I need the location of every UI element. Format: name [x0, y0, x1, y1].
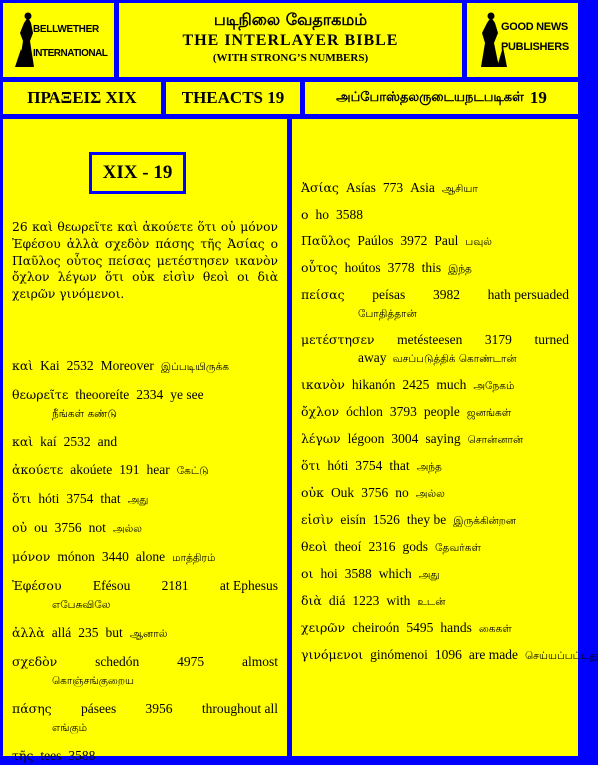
word-entry: [12, 548, 278, 567]
tamil-gloss: இந்த: [448, 263, 472, 275]
word-entry-row: [301, 484, 569, 503]
greek-word: οι: [301, 566, 314, 581]
english-gloss: turned: [534, 332, 569, 347]
good-news-logo-icon: [473, 11, 571, 69]
good-news-line2: PUBLISHERS: [501, 41, 569, 53]
bellwether-line1: BELLWETHER: [33, 24, 99, 35]
transliteration: cheiroón: [352, 620, 400, 635]
transliteration: akoúete: [70, 462, 113, 477]
book-title-tamil: [305, 82, 578, 114]
book-title-tamil-panel: [305, 82, 578, 114]
word-entry-row: [12, 490, 278, 509]
left-column: [3, 119, 287, 763]
word-entry-row: [12, 548, 278, 567]
strong-number: 3179: [484, 332, 512, 347]
transliteration: ho: [315, 207, 330, 222]
word-entry: [301, 206, 569, 224]
tamil-gloss: எபேசுவிலே: [52, 599, 111, 611]
greek-word: λέγων: [301, 431, 341, 446]
word-entry-row: [301, 259, 569, 278]
transliteration: Ouk: [330, 485, 355, 500]
transliteration: diá: [328, 593, 346, 608]
english-gloss: saying: [425, 431, 461, 446]
strong-number: 3982: [432, 287, 460, 302]
good-news-logo-panel: [467, 3, 578, 77]
transliteration: ou: [34, 520, 48, 535]
greek-word: ὅτι: [12, 491, 32, 506]
tamil-gloss: அல்ல: [112, 523, 142, 535]
transliteration: kaí: [40, 434, 57, 449]
word-entry-row: [301, 331, 569, 349]
strong-number: 2425: [402, 377, 430, 392]
strong-number: 3793: [389, 404, 417, 419]
word-entry: [301, 457, 569, 476]
greek-word: σχεδὸν: [12, 654, 58, 669]
transliteration: eisín: [340, 512, 366, 527]
greek-word: θεοὶ: [301, 539, 328, 554]
transliteration: peísas: [372, 287, 406, 302]
word-entry: [12, 700, 278, 737]
word-entry: [12, 357, 278, 376]
greek-word: θεωρεῖτε: [12, 387, 69, 402]
tamil-gloss: கொஞ்சங்குறைய: [52, 675, 135, 687]
transliteration: légoon: [347, 431, 385, 446]
title-english: THE INTERLAYER BIBLE: [182, 32, 399, 49]
strong-number: 4975: [177, 654, 205, 669]
english-gloss: not: [88, 520, 106, 535]
strong-number: 2532: [63, 434, 91, 449]
tamil-gloss: கைகள்: [478, 623, 512, 635]
word-entry: [12, 433, 278, 451]
transliteration: Kai: [40, 358, 60, 373]
tamil-gloss: மாத்திரம்: [172, 552, 216, 564]
english-gloss: Moreover: [100, 358, 154, 373]
transliteration: schedón: [95, 654, 140, 669]
tamil-gloss: வசப்படுத்திக் கொண்டான்: [392, 353, 517, 365]
word-entry-row: [301, 457, 569, 476]
bellwether-logo-panel: [3, 3, 114, 77]
transliteration: Paúlos: [357, 233, 394, 248]
greek-word: μετέστησεν: [301, 332, 375, 347]
transliteration: hóti: [38, 491, 60, 506]
english-gloss: hath persuaded: [487, 287, 569, 302]
greek-word: οὐ: [12, 520, 28, 535]
greek-word: οὗτος: [301, 260, 338, 275]
strong-number: 3440: [101, 549, 129, 564]
word-entry-row: [12, 433, 278, 451]
tamil-gloss: போதித்தான்: [358, 308, 417, 320]
greek-word: ικανὸν: [301, 377, 345, 392]
english-gloss: ye see: [170, 387, 204, 402]
strong-number: 2532: [66, 358, 94, 373]
title-panel: [119, 3, 462, 77]
book-title-tamil-number: 19: [529, 88, 547, 107]
transliteration: ginómenoi: [370, 647, 428, 662]
transliteration: Asías: [345, 180, 376, 195]
english-gloss: Asia: [410, 180, 435, 195]
word-entry: [301, 430, 569, 449]
verse-greek-text: 26 καὶ θεωρεῖτε καὶ ἀκούετε ὅτι οὐ μόνον Ἐφέσου ἀλλὰ σχεδὸν πάσης τῆς Ἀσίας ο Παῦλος οὗτος πείσας μετέστησεν ικανὸν ὄχλον λέγων ὅτι οὐκ εἰσὶν θεοὶ οι διὰ χειρῶν γινόμενοι.: [12, 220, 278, 302]
transliteration: tees: [40, 748, 62, 763]
word-entry-row: [12, 700, 278, 718]
english-gloss: no: [395, 485, 409, 500]
transliteration: Efésou: [92, 578, 131, 593]
greek-word: ἀλλὰ: [12, 625, 45, 640]
tamil-gloss-line: [12, 404, 278, 423]
english-gloss: they be: [406, 512, 447, 527]
word-entry-row: [301, 646, 598, 665]
strong-number: 3588: [68, 748, 96, 763]
word-entry: [12, 490, 278, 509]
tamil-gloss: நீங்கள் கண்டு: [52, 408, 117, 420]
english-gloss: that: [389, 458, 410, 473]
english-gloss: hands: [440, 620, 472, 635]
strong-number: 1096: [434, 647, 462, 662]
tamil-gloss: ஆனால்: [129, 628, 168, 640]
book-title-english-panel: [166, 82, 300, 114]
tamil-gloss: அநேகம்: [473, 380, 515, 392]
word-entry: [301, 538, 569, 557]
greek-word: ὄχλον: [301, 404, 340, 419]
word-entry-row: [301, 179, 569, 198]
word-entry-row: [301, 430, 569, 449]
strong-number: 191: [119, 462, 140, 477]
book-title-english: THEACTS 19: [181, 88, 285, 107]
word-entry-row: [12, 461, 278, 480]
strong-number: 2334: [136, 387, 164, 402]
good-news-line1: GOOD NEWS: [501, 21, 568, 33]
tamil-gloss: ஜனங்கள்: [466, 407, 512, 419]
title-subtitle: (WITH STRONG’S NUMBERS): [212, 52, 369, 64]
greek-word: ὅτι: [301, 458, 321, 473]
tamil-gloss-line: [12, 671, 278, 690]
english-gloss: that: [100, 491, 121, 506]
tamil-gloss: சொன்னான்: [467, 434, 524, 446]
strong-number: 3956: [145, 701, 173, 716]
english-gloss: hear: [146, 462, 170, 477]
word-entry: [12, 577, 278, 614]
word-entry: [12, 747, 278, 765]
right-column: [292, 119, 598, 756]
strong-number: 773: [382, 180, 404, 195]
greek-word: διὰ: [301, 593, 322, 608]
transliteration: mónon: [57, 549, 95, 564]
english-gloss: alone: [135, 549, 166, 564]
tamil-gloss: இருக்கின்றன: [453, 515, 517, 527]
word-entry-row: [301, 538, 569, 557]
book-title-tamil-text: அப்போஸ்தலருடையநடபடிகள்: [336, 90, 524, 105]
word-entry-row: [12, 357, 278, 376]
strong-number: 3588: [344, 566, 372, 581]
left-word-list: [12, 357, 278, 765]
word-entry-row: [12, 653, 278, 671]
bellwether-line2: INTERNATIONAL: [33, 48, 108, 59]
word-entry-row: [12, 577, 278, 595]
word-entry: [301, 179, 569, 198]
greek-word: πείσας: [301, 287, 345, 302]
transliteration: allá: [51, 625, 72, 640]
tamil-gloss: அது: [127, 494, 149, 506]
word-entry-row: [12, 624, 278, 643]
word-entry: [301, 403, 569, 422]
word-entry-row: [301, 511, 569, 530]
greek-word: ἀκούετε: [12, 462, 64, 477]
word-entry: [301, 376, 569, 395]
greek-word: Ἐφέσου: [12, 578, 62, 593]
word-entry: [301, 286, 569, 323]
english-gloss: and: [97, 434, 118, 449]
tamil-gloss: எங்கும்: [52, 722, 88, 734]
english-gloss: at Ephesus: [219, 578, 278, 593]
tamil-gloss: கேட்டு: [176, 465, 209, 477]
word-entry: [12, 386, 278, 423]
strong-number: 2316: [368, 539, 396, 554]
word-entry: [301, 259, 569, 278]
strong-number: 3588: [336, 207, 364, 222]
greek-word: καὶ: [12, 358, 34, 373]
word-entry: [301, 565, 569, 584]
word-entry-row: [301, 286, 569, 304]
greek-word: οὐκ: [301, 485, 324, 500]
transliteration: hóti: [327, 458, 349, 473]
tamil-gloss: இப்படியிருக்க: [160, 361, 230, 373]
transliteration: hoútos: [344, 260, 381, 275]
tamil-gloss: அல்ல: [415, 488, 445, 500]
word-entry: [12, 624, 278, 643]
word-entry: [301, 619, 569, 638]
tamil-gloss: ஆசியா: [441, 183, 478, 195]
english-gloss: throughout all: [201, 701, 278, 716]
word-entry: [301, 232, 569, 251]
english-gloss: are made: [468, 647, 518, 662]
strong-number: 3754: [66, 491, 94, 506]
word-entry: [301, 511, 569, 530]
greek-word: γινόμενοι: [301, 647, 364, 662]
english-gloss: but: [105, 625, 123, 640]
book-title-greek: ΠΡΑΞΕΙΣ XIX: [27, 88, 137, 107]
greek-word: Ἀσίας: [301, 180, 339, 195]
english-gloss-continued: away: [358, 350, 387, 365]
word-entry-row: [12, 519, 278, 538]
chapter-label: XIX - 19: [89, 152, 186, 194]
greek-word: καὶ: [12, 434, 34, 449]
word-entry: [301, 331, 569, 368]
word-entry-row: [301, 592, 569, 611]
word-entry-row: [301, 403, 569, 422]
english-gloss: much: [436, 377, 467, 392]
english-gloss: gods: [402, 539, 428, 554]
greek-word: μόνον: [12, 549, 51, 564]
word-entry: [12, 653, 278, 690]
strong-number: 3756: [54, 520, 82, 535]
tamil-gloss-line: [12, 595, 278, 614]
word-entry-row: [301, 619, 569, 638]
word-entry-row: [301, 565, 569, 584]
english-gloss: with: [386, 593, 411, 608]
right-word-list: [301, 179, 598, 665]
word-entry: [301, 646, 598, 665]
word-entry-row: [12, 747, 278, 765]
tamil-gloss: உடன்: [417, 596, 446, 608]
word-entry: [301, 592, 569, 611]
greek-word: Παῦλος: [301, 233, 351, 248]
greek-word: ο: [301, 207, 309, 222]
transliteration: hoi: [320, 566, 338, 581]
word-entry-row: [301, 232, 569, 251]
transliteration: theooreíte: [75, 387, 130, 402]
word-entry-row: [301, 376, 569, 395]
english-gloss: which: [378, 566, 412, 581]
tamil-gloss: அது: [418, 569, 440, 581]
strong-number: 1223: [352, 593, 380, 608]
greek-word: χειρῶν: [301, 620, 346, 635]
transliteration: óchlon: [346, 404, 383, 419]
strong-number: 3004: [391, 431, 419, 446]
word-entry: [12, 519, 278, 538]
strong-number: 5495: [406, 620, 434, 635]
tamil-gloss: தேவர்கள்: [434, 542, 481, 554]
english-gloss: people: [423, 404, 460, 419]
title-tamil: படிநிலை வேதாகமம்: [213, 10, 368, 29]
strong-number: 3756: [361, 485, 389, 500]
english-gloss: almost: [241, 654, 278, 669]
strong-number: 3778: [387, 260, 415, 275]
book-title-greek-panel: [3, 82, 161, 114]
greek-word: πάσης: [12, 701, 52, 716]
tamil-gloss: செய்யப்பட்டது: [524, 650, 598, 662]
greek-word: εἰσὶν: [301, 512, 334, 527]
english-gloss: Paul: [434, 233, 459, 248]
word-entry: [301, 484, 569, 503]
transliteration: metésteesen: [397, 332, 463, 347]
bellwether-logo-icon: [9, 11, 107, 69]
tamil-gloss-line: [301, 349, 569, 368]
word-entry: [12, 461, 278, 480]
strong-number: 235: [78, 625, 99, 640]
strong-number: 2181: [161, 578, 189, 593]
greek-word: τῆς: [12, 748, 34, 763]
word-entry-row: [301, 206, 569, 224]
strong-number: 3972: [400, 233, 428, 248]
english-gloss: this: [421, 260, 442, 275]
tamil-gloss: பவுல்: [465, 236, 492, 248]
word-entry-row: [12, 386, 278, 404]
strong-number: 1526: [372, 512, 400, 527]
tamil-gloss-line: [12, 718, 278, 737]
tamil-gloss: அந்த: [416, 461, 442, 473]
tamil-gloss-line: [301, 304, 569, 323]
transliteration: theoí: [334, 539, 362, 554]
strong-number: 3754: [355, 458, 383, 473]
transliteration: hikanón: [351, 377, 396, 392]
transliteration: pásees: [81, 701, 117, 716]
